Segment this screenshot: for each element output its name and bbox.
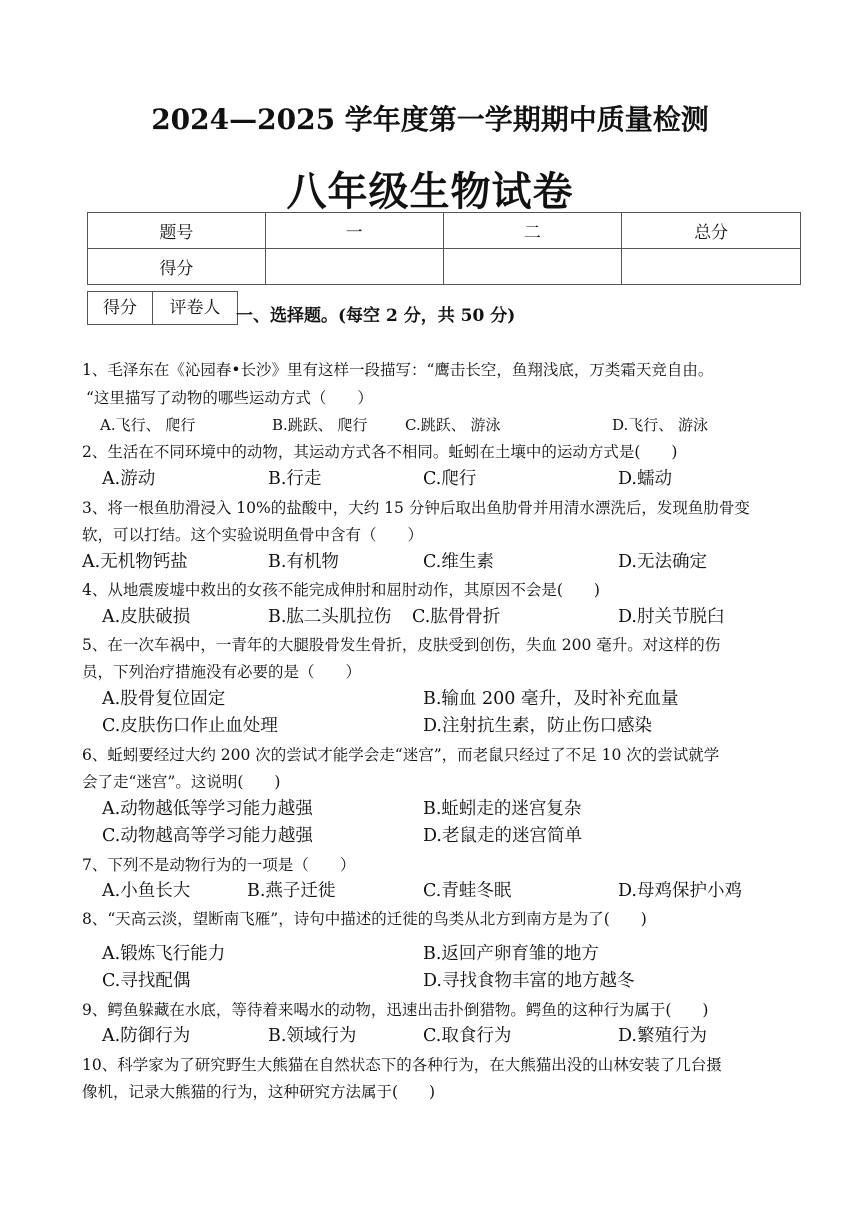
exam-subject-title: 八年级生物试卷: [286, 169, 574, 215]
score-cell-part2: [443, 249, 622, 285]
score-cell-part1: [265, 249, 443, 285]
q5-option-d: D.注射抗生素，防止伤口感染: [423, 716, 652, 736]
header-cell-total: 总分: [622, 213, 801, 249]
q3-option-a: A.无机物钙盐: [82, 552, 188, 572]
q1-option-b: B.跳跃、 爬行: [272, 416, 368, 434]
score-table: [87, 212, 801, 285]
q1-option-d: D.飞行、 游泳: [612, 416, 709, 434]
q7-option-c: C.青蛙冬眠: [423, 881, 512, 901]
q6-option-d: D.老鼠走的迷宫简单: [423, 826, 582, 846]
question-10-line-1: 10、科学家为了研究野生大熊猫在自然状态下的各种行为，在大熊猫出没的山林安装了几台摄: [82, 1056, 722, 1074]
grader-score-label: 得分: [88, 292, 153, 324]
q4-option-c: C.肱骨骨折: [412, 607, 501, 627]
question-10-line-2: 像机，记录大熊猫的行为，这种研究方法属于( ): [82, 1083, 436, 1101]
q9-option-b: B.领域行为: [268, 1026, 357, 1046]
score-table-score-row: [88, 249, 801, 285]
question-1-line-1: 1、毛泽东在《沁园春•长沙》里有这样一段描写：“鹰击长空，鱼翔浅底，万类霜天竞自由。: [82, 361, 714, 379]
q6-option-c: C.动物越高等学习能力越强: [102, 826, 313, 846]
grader-box: [87, 291, 238, 325]
q1-option-a: A.飞行、 爬行: [100, 416, 196, 434]
question-7-line-1: 7、下列不是动物行为的一项是（ ）: [82, 856, 356, 874]
score-table-header-row: [88, 213, 801, 249]
question-6-line-1: 6、蚯蚓要经过大约 200 次的尝试才能学会走“迷宫”，而老鼠只经过了不足 10 次的尝试就学: [82, 746, 720, 764]
q4-option-b: B.肱二头肌拉伤: [268, 607, 392, 627]
q6-option-a: A.动物越低等学习能力越强: [102, 799, 313, 819]
q9-option-c: C.取食行为: [423, 1026, 512, 1046]
question-9-line-1: 9、鳄鱼躲藏在水底，等待着来喝水的动物，迅速出击扑倒猎物。鳄鱼的这种行为属于( ): [82, 1001, 709, 1019]
q5-option-c: C.皮肤伤口作止血处理: [102, 716, 278, 736]
question-2-line-1: 2、生活在不同环境中的动物，其运动方式各不相同。蚯蚓在土壤中的运动方式是( ): [82, 443, 678, 461]
q8-option-a: A.锻炼飞行能力: [102, 944, 226, 964]
score-row-label: 得分: [88, 249, 266, 285]
q3-option-c: C.维生素: [423, 552, 494, 572]
q4-option-a: A.皮肤破损: [102, 607, 191, 627]
q7-option-a: A.小鱼长大: [102, 881, 191, 901]
question-1-line-2: “这里描写了动物的哪些运动方式（ ）: [86, 389, 373, 407]
q2-option-a: A.游动: [102, 469, 156, 489]
q9-option-a: A.防御行为: [102, 1026, 191, 1046]
q6-option-b: B.蚯蚓走的迷宫复杂: [423, 799, 582, 819]
q8-option-d: D.寻找食物丰富的地方越冬: [423, 971, 635, 991]
q8-option-c: C.寻找配偶: [102, 971, 191, 991]
question-4-line-1: 4、从地震废墟中救出的女孩不能完成伸肘和屈肘动作，其原因不会是( ): [82, 581, 600, 599]
header-cell-part2: 二: [443, 213, 622, 249]
question-3-line-1: 3、将一根鱼肋滑浸入 10%的盐酸中，大约 15 分钟后取出鱼肋骨并用清水漂洗后，发现鱼肋骨变: [82, 499, 750, 517]
q5-option-a: A.股骨复位固定: [102, 689, 226, 709]
question-5-line-2: 员，下列治疗措施没有必要的是（ ）: [82, 663, 362, 681]
q2-option-b: B.行走: [268, 469, 322, 489]
q7-option-b: B.燕子迁徙: [247, 881, 336, 901]
q5-option-b: B.输血 200 毫升，及时补充血量: [423, 689, 679, 709]
q2-option-c: C.爬行: [423, 469, 477, 489]
score-cell-total: [622, 249, 801, 285]
q1-option-c: C.跳跃、 游泳: [405, 416, 501, 434]
q9-option-d: D.繁殖行为: [618, 1026, 707, 1046]
q3-option-b: B.有机物: [268, 552, 339, 572]
q2-option-d: D.蠕动: [618, 469, 672, 489]
header-cell-part1: 一: [265, 213, 443, 249]
q8-option-b: B.返回产卵育雏的地方: [423, 944, 599, 964]
exam-title: 2024—2025 学年度第一学期期中质量检测: [151, 103, 709, 136]
grader-name-label: 评卷人: [169, 298, 221, 318]
question-3-line-2: 软，可以打结。这个实验说明鱼骨中含有（ ）: [82, 526, 424, 544]
q7-option-d: D.母鸡保护小鸡: [618, 881, 742, 901]
header-cell-number: 题号: [88, 213, 266, 249]
q3-option-d: D.无法确定: [618, 552, 707, 572]
question-8-line-1: 8、“天高云淡，望断南飞雁”，诗句中描述的迁徙的鸟类从北方到南方是为了( ): [82, 910, 647, 928]
question-5-line-1: 5、在一次车祸中，一青年的大腿股骨发生骨折，皮肤受到创伤，失血 200 毫升。对这样的伤: [82, 636, 721, 654]
q4-option-d: D.肘关节脱臼: [618, 607, 725, 627]
question-6-line-2: 会了走“迷宫”。这说明( ): [82, 773, 281, 791]
section-title: 一、选择题。(每空 2 分，共 50 分): [236, 306, 516, 326]
